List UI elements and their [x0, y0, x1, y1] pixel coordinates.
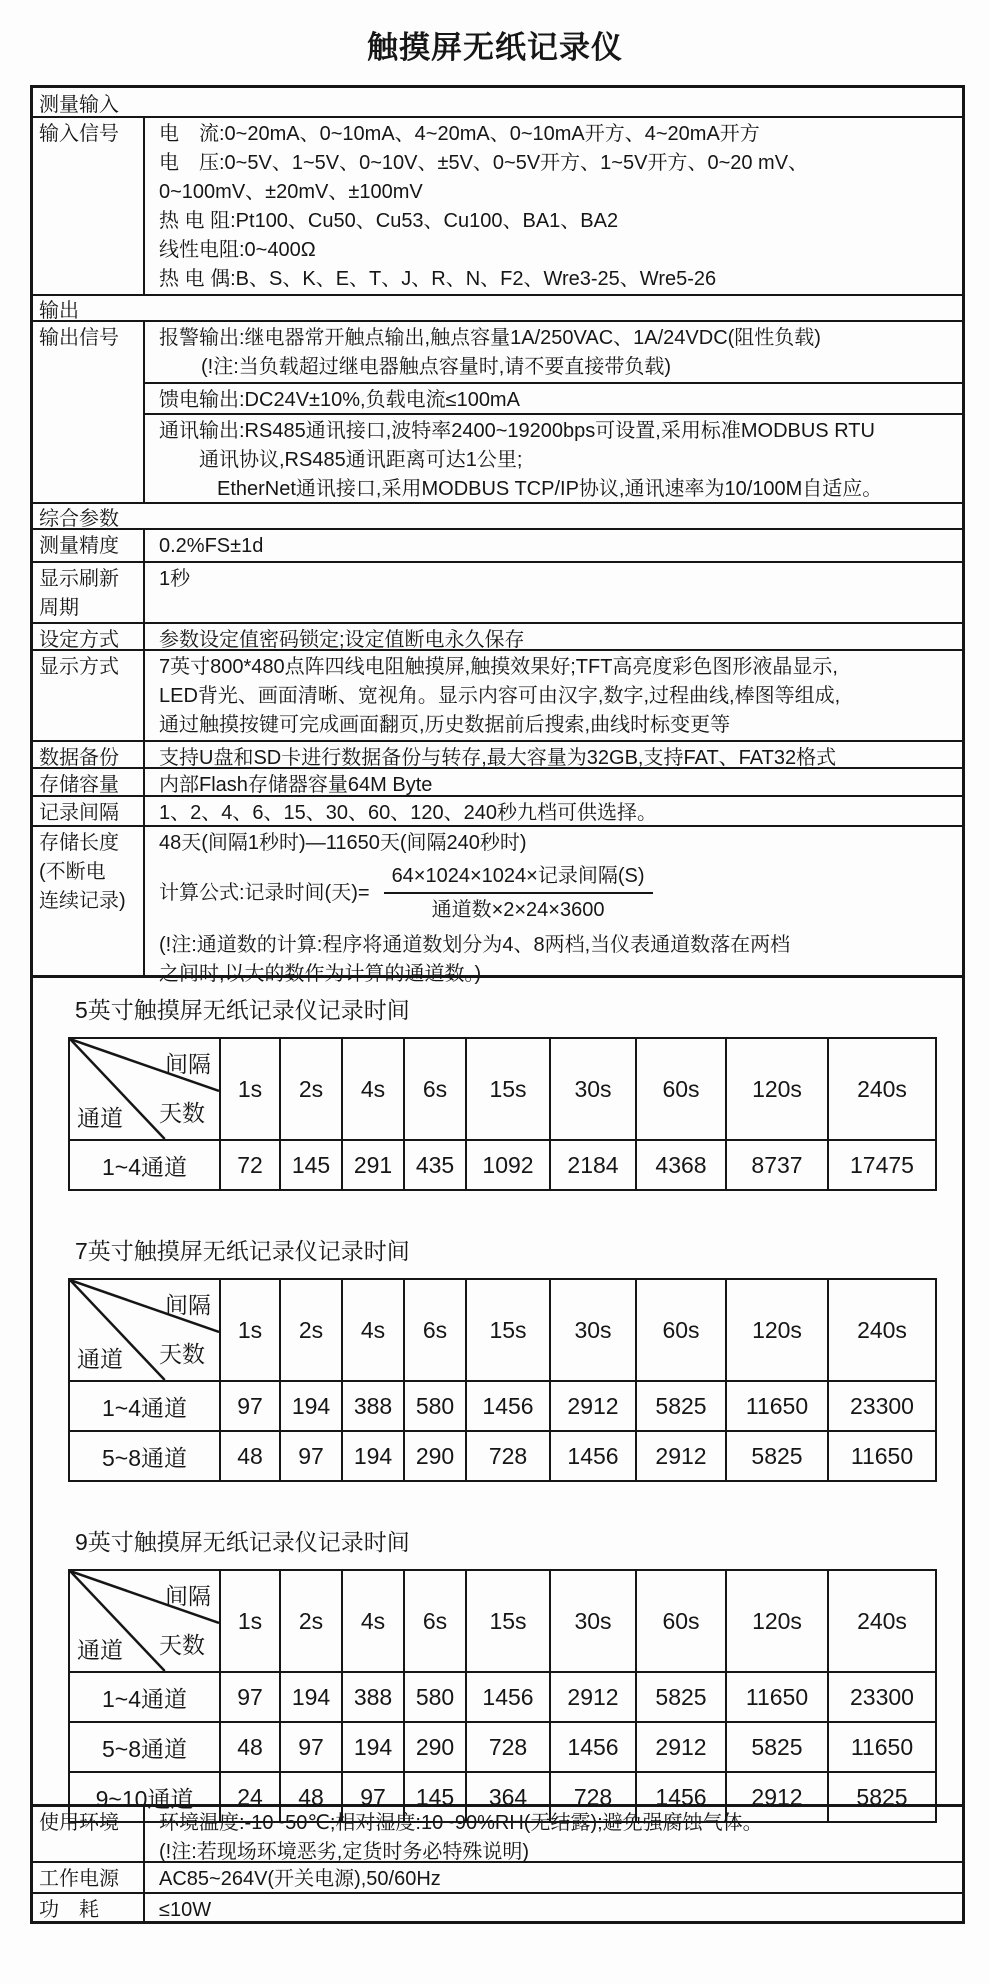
record-days-cell: 194	[280, 1672, 342, 1722]
record-table-block-7inch	[33, 1233, 962, 1482]
text-line: 热 电 偶:B、S、K、E、T、J、R、N、F2、Wre3-25、Wre5-26	[159, 268, 717, 290]
interval-header-cell: 15s	[466, 1570, 550, 1672]
text-line: 通讯协议,RS485通讯距离可达1公里;	[199, 449, 523, 471]
comm-output-subrow	[145, 413, 962, 504]
record-days-cell: 72	[220, 1140, 280, 1190]
record-table-header-row	[69, 1038, 936, 1140]
text-line: 电 流:0~20mA、0~10mA、4~20mA、0~10mA开方、4~20mA开方	[159, 123, 760, 145]
text-line: 0~100mV、±20mV、±100mV	[159, 181, 423, 203]
record-days-cell: 194	[280, 1381, 342, 1431]
spec-row-input-signal	[33, 116, 962, 294]
record-days-cell: 5825	[636, 1672, 726, 1722]
spec-row-refresh	[33, 561, 962, 622]
page-title: 触摸屏无纸记录仪	[367, 30, 623, 65]
spec-row-accuracy	[33, 528, 962, 561]
row-label: 工作电源	[33, 1863, 145, 1892]
record-table-title: 7英寸触摸屏无纸记录仪记录时间	[75, 1238, 410, 1264]
text-line: 7英寸800*480点阵四线电阻触摸屏,触摸效果好;TFT高亮度彩色图形液晶显示,	[159, 656, 838, 678]
interval-header-cell: 6s	[404, 1038, 466, 1140]
interval-header-cell: 2s	[280, 1038, 342, 1140]
record-days-cell: 5825	[726, 1722, 828, 1772]
interval-header-cell: 60s	[636, 1570, 726, 1672]
text-line: (!注:若现场环境恶劣,定货时务必特殊说明)	[159, 1841, 529, 1863]
record-days-cell: 728	[466, 1431, 550, 1481]
record-days-cell: 291	[342, 1140, 404, 1190]
text-line: 热 电 阻:Pt100、Cu50、Cu53、Cu100、BA1、BA2	[159, 210, 619, 232]
record-days-cell: 388	[342, 1381, 404, 1431]
record-days-cell: 290	[404, 1722, 466, 1772]
record-days-cell: 580	[404, 1672, 466, 1722]
corner-label-interval: 间隔	[165, 1051, 211, 1077]
text-line: 通讯输出:RS485通讯接口,波特率2400~19200bps可设置,采用标准MODBUS RTU	[159, 420, 875, 442]
text-line: EtherNet通讯接口,采用MODBUS TCP/IP协议,通讯速率为10/100M自适应。	[217, 478, 883, 500]
interval-header-cell: 4s	[342, 1038, 404, 1140]
record-days-cell: 145	[280, 1140, 342, 1190]
record-table-header-row	[69, 1279, 936, 1381]
spec-row-capacity	[33, 767, 962, 795]
storage-note	[159, 931, 962, 989]
row-label: 功 耗	[33, 1894, 145, 1921]
diagonal-header-cell	[69, 1570, 220, 1672]
text-line: 电 压:0~5V、1~5V、0~10V、±5V、0~5V开方、1~5V开方、0~20 mV、	[159, 152, 809, 174]
spec-row-setting	[33, 622, 962, 649]
interval-header-cell: 6s	[404, 1570, 466, 1672]
corner-label-days: 天数	[159, 1632, 205, 1658]
spec-row-environment	[33, 1804, 962, 1861]
section-header-measure-input: 测量输入	[39, 93, 119, 116]
interval-header-cell: 60s	[636, 1038, 726, 1140]
record-table-header-row	[69, 1570, 936, 1672]
interval-header-cell: 240s	[828, 1570, 936, 1672]
record-days-cell: 97	[220, 1381, 280, 1431]
interval-header-cell: 2s	[280, 1570, 342, 1672]
spec-row-output-signal	[33, 320, 962, 502]
row-value: 参数设定值密码锁定;设定值断电永久保存	[159, 629, 525, 651]
record-days-cell: 97	[280, 1431, 342, 1481]
interval-header-cell: 15s	[466, 1038, 550, 1140]
text-line: 报警输出:继电器常开触点输出,触点容量1A/250VAC、1A/24VDC(阻性负载)	[159, 327, 821, 349]
record-days-cell: 23300	[828, 1672, 936, 1722]
spec-row-storage-length	[33, 825, 962, 985]
feed-output-subrow	[145, 382, 962, 413]
spec-row-power	[33, 1861, 962, 1892]
row-label: 输入信号	[33, 118, 145, 294]
record-days-cell: 24	[220, 1772, 280, 1822]
record-days-cell: 435	[404, 1140, 466, 1190]
channel-range-cell: 1~4通道	[69, 1381, 220, 1431]
row-label: 测量精度	[33, 530, 145, 561]
channel-range-cell: 1~4通道	[69, 1140, 220, 1190]
record-days-cell: 5825	[636, 1381, 726, 1431]
record-days-cell: 11650	[726, 1381, 828, 1431]
text-line: 存储长度	[39, 832, 119, 854]
row-label	[33, 827, 145, 975]
output-signal-subrows	[145, 322, 962, 502]
text-line: 线性电阻:0~400Ω	[159, 239, 316, 261]
record-days-cell: 194	[342, 1431, 404, 1481]
record-table-block-9inch	[33, 1524, 962, 1823]
row-value: 1、2、4、6、15、30、60、120、240秒九档可供选择。	[159, 802, 657, 824]
record-days-cell: 728	[550, 1772, 636, 1822]
row-value: ≤10W	[159, 1899, 212, 1921]
spec-row-interval	[33, 795, 962, 825]
interval-header-cell: 120s	[726, 1279, 828, 1381]
row-label: 设定方式	[33, 624, 145, 649]
record-days-cell: 5825	[726, 1431, 828, 1481]
interval-header-cell: 60s	[636, 1279, 726, 1381]
interval-header-cell: 30s	[550, 1570, 636, 1672]
row-value: AC85~264V(开关电源),50/60Hz	[159, 1868, 441, 1890]
corner-label-days: 天数	[159, 1100, 205, 1126]
record-table-row	[69, 1722, 936, 1772]
record-days-cell: 5825	[828, 1772, 936, 1822]
fraction-denominator: 通道数×2×24×3600	[431, 899, 605, 921]
text-line: 显示刷新	[39, 568, 119, 590]
record-days-cell: 48	[220, 1431, 280, 1481]
storage-range: 48天(间隔1秒时)—11650天(间隔240秒时)	[159, 832, 527, 854]
record-days-cell: 1456	[550, 1431, 636, 1481]
record-days-cell: 728	[466, 1722, 550, 1772]
fraction-numerator: 64×1024×1024×记录间隔(S)	[384, 863, 653, 894]
formula-prefix: 计算公式:记录时间(天)=	[159, 881, 370, 904]
row-value: 内部Flash存储器容量64M Byte	[159, 774, 433, 796]
row-label	[33, 563, 145, 622]
text-line: 连续记录)	[39, 890, 126, 912]
record-days-cell: 48	[220, 1722, 280, 1772]
interval-header-cell: 1s	[220, 1279, 280, 1381]
interval-header-cell: 1s	[220, 1038, 280, 1140]
storage-length-content	[145, 827, 962, 985]
interval-header-cell: 240s	[828, 1038, 936, 1140]
spec-table	[30, 85, 965, 1924]
record-days-cell: 97	[220, 1672, 280, 1722]
record-days-cell: 1456	[466, 1381, 550, 1431]
corner-label-channel: 通道	[77, 1346, 123, 1372]
text-line: (!注:当负载超过继电器触点容量时,请不要直接带负载)	[201, 356, 671, 378]
diagonal-header-cell	[69, 1279, 220, 1381]
row-label: 输出信号	[33, 322, 145, 502]
text-line: 之间时,以大的数作为计算的通道数。)	[159, 963, 482, 985]
interval-header-cell: 30s	[550, 1038, 636, 1140]
record-days-cell: 290	[404, 1431, 466, 1481]
corner-label-interval: 间隔	[165, 1292, 211, 1318]
record-days-cell: 11650	[828, 1722, 936, 1772]
row-label: 存储容量	[33, 769, 145, 795]
spec-row-display	[33, 649, 962, 740]
interval-header-cell: 120s	[726, 1570, 828, 1672]
interval-header-cell: 120s	[726, 1038, 828, 1140]
record-days-cell: 2912	[550, 1381, 636, 1431]
record-days-cell: 580	[404, 1381, 466, 1431]
record-days-cell: 23300	[828, 1381, 936, 1431]
record-days-cell: 388	[342, 1672, 404, 1722]
corner-label-channel: 通道	[77, 1105, 123, 1131]
storage-formula	[159, 863, 962, 923]
row-value: 支持U盘和SD卡进行数据备份与转存,最大容量为32GB,支持FAT、FAT32格式	[159, 747, 837, 769]
record-table	[68, 1569, 937, 1823]
record-days-cell: 8737	[726, 1140, 828, 1190]
channel-range-cell: 9~10通道	[69, 1772, 220, 1822]
row-value: 0.2%FS±1d	[159, 535, 264, 557]
record-days-cell: 2912	[636, 1431, 726, 1481]
record-table-row	[69, 1140, 936, 1190]
formula-fraction	[384, 863, 653, 923]
channel-range-cell: 5~8通道	[69, 1722, 220, 1772]
record-days-cell: 2912	[550, 1672, 636, 1722]
record-days-cell: 97	[280, 1722, 342, 1772]
record-days-cell: 1456	[466, 1672, 550, 1722]
record-days-cell: 17475	[828, 1140, 936, 1190]
record-days-cell: 1456	[636, 1772, 726, 1822]
record-table-row	[69, 1672, 936, 1722]
text-line: 馈电输出:DC24V±10%,负载电流≤100mA	[159, 389, 520, 411]
record-table-title: 5英寸触摸屏无纸记录仪记录时间	[75, 997, 410, 1023]
record-days-cell: 1092	[466, 1140, 550, 1190]
record-days-cell: 364	[466, 1772, 550, 1822]
row-value	[145, 651, 962, 740]
channel-range-cell: 5~8通道	[69, 1431, 220, 1481]
interval-header-cell: 1s	[220, 1570, 280, 1672]
text-line: (不断电	[39, 861, 106, 883]
record-days-cell: 48	[280, 1772, 342, 1822]
corner-label-interval: 间隔	[165, 1583, 211, 1609]
record-table-block-5inch	[33, 992, 962, 1191]
spec-row-consumption	[33, 1892, 962, 1921]
interval-header-cell: 6s	[404, 1279, 466, 1381]
text-line: 环境温度:-10~50℃;相对湿度:10~90%RH(无结露);避免强腐蚀气体。	[159, 1812, 763, 1834]
section-header-general: 综合参数	[33, 502, 962, 528]
row-label: 记录间隔	[33, 797, 145, 825]
record-tables-cell	[33, 975, 962, 1812]
row-value	[145, 1807, 962, 1861]
record-days-cell: 194	[342, 1722, 404, 1772]
text-line: LED背光、画面清晰、宽视角。显示内容可由汉字,数字,过程曲线,棒图等组成,	[159, 685, 841, 707]
record-days-cell: 2912	[726, 1772, 828, 1822]
record-days-cell: 1456	[550, 1722, 636, 1772]
interval-header-cell: 4s	[342, 1279, 404, 1381]
corner-label-days: 天数	[159, 1341, 205, 1367]
interval-header-cell: 15s	[466, 1279, 550, 1381]
interval-header-cell: 30s	[550, 1279, 636, 1381]
record-days-cell: 97	[342, 1772, 404, 1822]
corner-label-channel: 通道	[77, 1637, 123, 1663]
record-days-cell: 4368	[636, 1140, 726, 1190]
record-days-cell: 11650	[726, 1672, 828, 1722]
interval-header-cell: 240s	[828, 1279, 936, 1381]
diagonal-header-cell	[69, 1038, 220, 1140]
interval-header-cell: 2s	[280, 1279, 342, 1381]
row-value: 1秒	[159, 568, 191, 590]
text-line: 周期	[39, 597, 79, 619]
row-label: 数据备份	[33, 742, 145, 767]
text-line: 通过触摸按键可完成画面翻页,历史数据前后搜索,曲线时标变更等	[159, 714, 731, 736]
row-label: 使用环境	[33, 1807, 145, 1861]
text-line: (!注:通道数的计算:程序将通道数划分为4、8两档,当仪表通道数落在两档	[159, 934, 791, 956]
spec-row-backup	[33, 740, 962, 767]
record-days-cell: 145	[404, 1772, 466, 1822]
record-days-cell: 2912	[636, 1722, 726, 1772]
record-table	[68, 1278, 937, 1482]
record-table-title: 9英寸触摸屏无纸记录仪记录时间	[75, 1529, 410, 1555]
record-table	[68, 1037, 937, 1191]
record-days-cell: 11650	[828, 1431, 936, 1481]
record-days-cell: 2184	[550, 1140, 636, 1190]
row-label: 显示方式	[33, 651, 145, 740]
record-table-row	[69, 1381, 936, 1431]
section-header-output: 输出	[33, 294, 962, 320]
interval-header-cell: 4s	[342, 1570, 404, 1672]
channel-range-cell: 1~4通道	[69, 1672, 220, 1722]
alarm-output-subrow	[145, 322, 962, 382]
row-value	[145, 118, 962, 294]
record-table-row	[69, 1431, 936, 1481]
